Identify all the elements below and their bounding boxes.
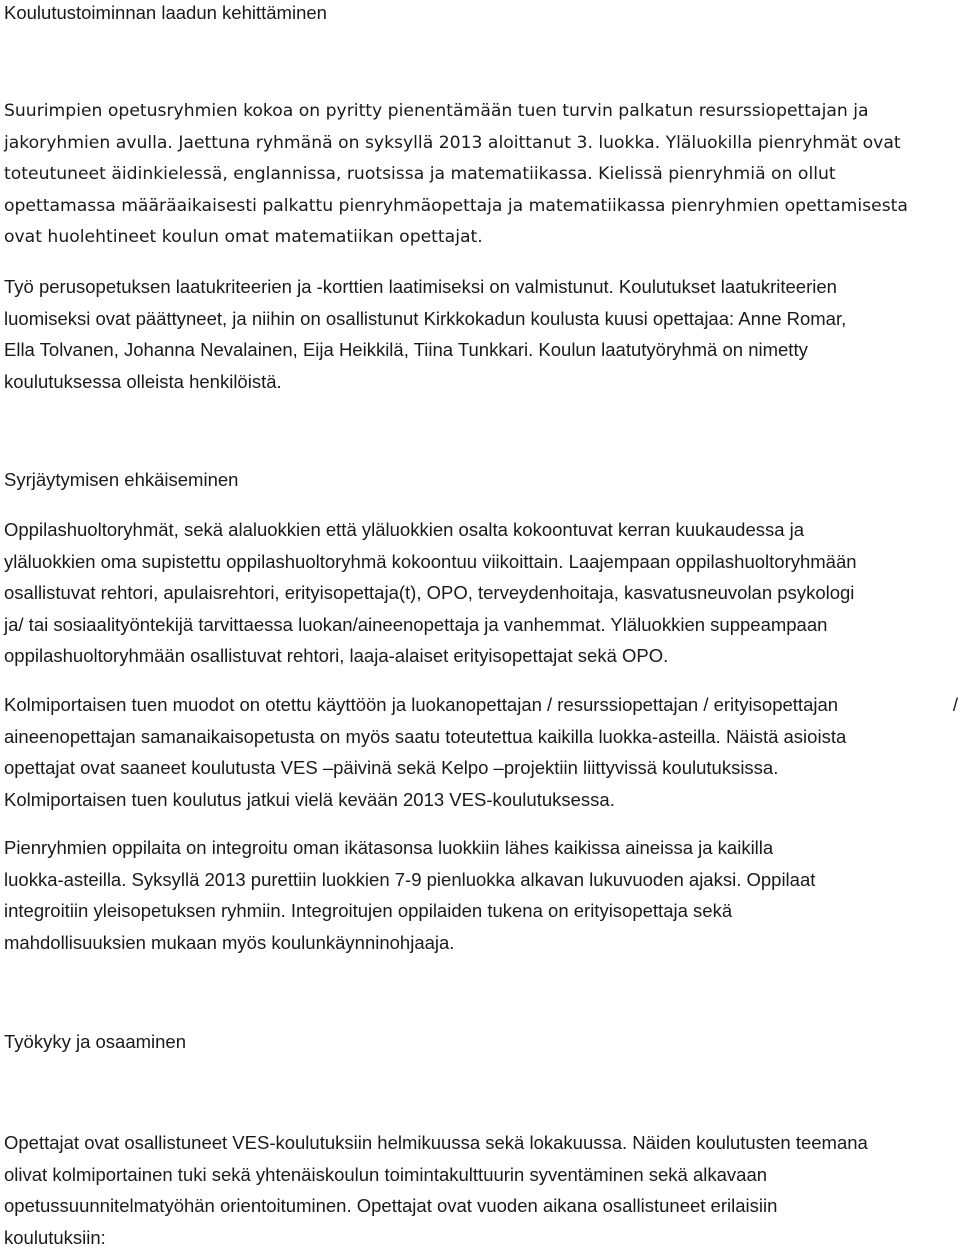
- text-segment: /: [953, 689, 958, 721]
- text-line: opettamassa määräaikaisesti palkattu pienryhmäopettaja ja matematiikassa pienryhmien opettamisesta: [4, 191, 952, 223]
- text-line: osallistuvat rehtori, apulaisrehtori, erityisopettaja(t), OPO, terveydenhoitaja, kasvatusneuvolan psykologi: [4, 577, 952, 609]
- text-line: ovat huolehtineet koulun omat matematiikan opettajat.: [4, 222, 952, 254]
- text-line: yläluokkien oma supistettu oppilashuoltoryhmä kokoontuu viikoittain. Laajempaan oppilashuoltoryhmään: [4, 546, 952, 578]
- paragraph-three-tier-support: [4, 689, 958, 815]
- text-line: integroitiin yleisopetuksen ryhmiin. Integroitujen oppilaiden tukena on erityisopettaja sekä: [4, 895, 952, 927]
- paragraph-group-sizes: [4, 96, 952, 254]
- text-line: Kolmiportaisen tuen koulutus jatkui vielä kevään 2013 VES-koulutuksessa.: [4, 784, 958, 816]
- text-line: Suurimpien opetusryhmien kokoa on pyritty pienentämään tuen turvin palkatun resurssiopettajan ja: [4, 96, 952, 128]
- text-line: jakoryhmien avulla. Jaettuna ryhmänä on syksyllä 2013 aloittanut 3. luokka. Yläluokilla pienryhmät ovat: [4, 128, 952, 160]
- text-line: luokka-asteilla. Syksyllä 2013 purettiin luokkien 7-9 pienluokka alkavan lukuvuoden ajaksi. Oppilaat: [4, 864, 952, 896]
- text-line: luomiseksi ovat päättyneet, ja niihin on osallistunut Kirkkokadun koulusta kuusi opettajaa: Anne Romar,: [4, 303, 952, 335]
- text-line: Ella Tolvanen, Johanna Nevalainen, Eija Heikkilä, Tiina Tunkkari. Koulun laatutyöryhmä on nimetty: [4, 334, 952, 366]
- text-line: olivat kolmiportainen tuki sekä yhtenäiskoulun toimintakulttuurin syventäminen sekä alkavaan: [4, 1159, 952, 1191]
- text-line: opetussuunnitelmatyöhän orientoituminen. Opettajat ovat vuoden aikana osallistuneet erilaisiin: [4, 1190, 952, 1222]
- paragraph-integration: [4, 832, 952, 958]
- heading-quality-development: Koulutustoiminnan laadun kehittäminen: [4, 0, 327, 28]
- heading-exclusion-prevention: Syrjäytymisen ehkäiseminen: [4, 464, 238, 495]
- text-line: opettajat ovat saaneet koulutusta VES –päivinä sekä Kelpo –projektiin liittyvissä koulutuksissa.: [4, 752, 958, 784]
- text-segment: Kolmiportaisen tuen muodot on otettu käyttöön ja luokanopettajan / resurssiopettajan / erityisopettajan: [4, 689, 838, 721]
- text-line: mahdollisuuksien mukaan myös koulunkäynninohjaaja.: [4, 927, 952, 959]
- text-line: Työ perusopetuksen laatukriteerien ja -korttien laatimiseksi on valmistunut. Koulutukset laatukriteerien: [4, 271, 952, 303]
- text-line: Opettajat ovat osallistuneet VES-koulutuksiin helmikuussa sekä lokakuussa. Näiden koulutusten teemana: [4, 1127, 952, 1159]
- heading-workability-competence: Työkyky ja osaaminen: [4, 1026, 186, 1057]
- paragraph-training: [4, 1127, 952, 1253]
- text-line: Pienryhmien oppilaita on integroitu oman ikätasonsa luokkiin lähes kaikissa aineissa ja kaikilla: [4, 832, 952, 864]
- text-line: koulutuksiin:: [4, 1222, 952, 1253]
- text-line: ja/ tai sosiaalityöntekijä tarvittaessa luokan/aineenopettaja ja vanhemmat. Yläluokkien suppeampaan: [4, 609, 952, 641]
- text-line: toteutuneet äidinkielessä, englannissa, ruotsissa ja matematiikassa. Kielissä pienryhmiä on ollut: [4, 159, 952, 191]
- text-line: oppilashuoltoryhmään osallistuvat rehtori, laaja-alaiset erityisopettajat sekä OPO.: [4, 640, 952, 672]
- text-line: [4, 689, 958, 721]
- text-line: koulutuksessa olleista henkilöistä.: [4, 366, 952, 398]
- paragraph-student-welfare: [4, 514, 952, 672]
- paragraph-quality-criteria: [4, 271, 952, 397]
- text-line: Oppilashuoltoryhmät, sekä alaluokkien että yläluokkien osalta kokoontuvat kerran kuukaudessa ja: [4, 514, 952, 546]
- text-line: aineenopettajan samanaikaisopetusta on myös saatu toteutettua kaikilla luokka-asteilla. Näistä asioista: [4, 721, 958, 753]
